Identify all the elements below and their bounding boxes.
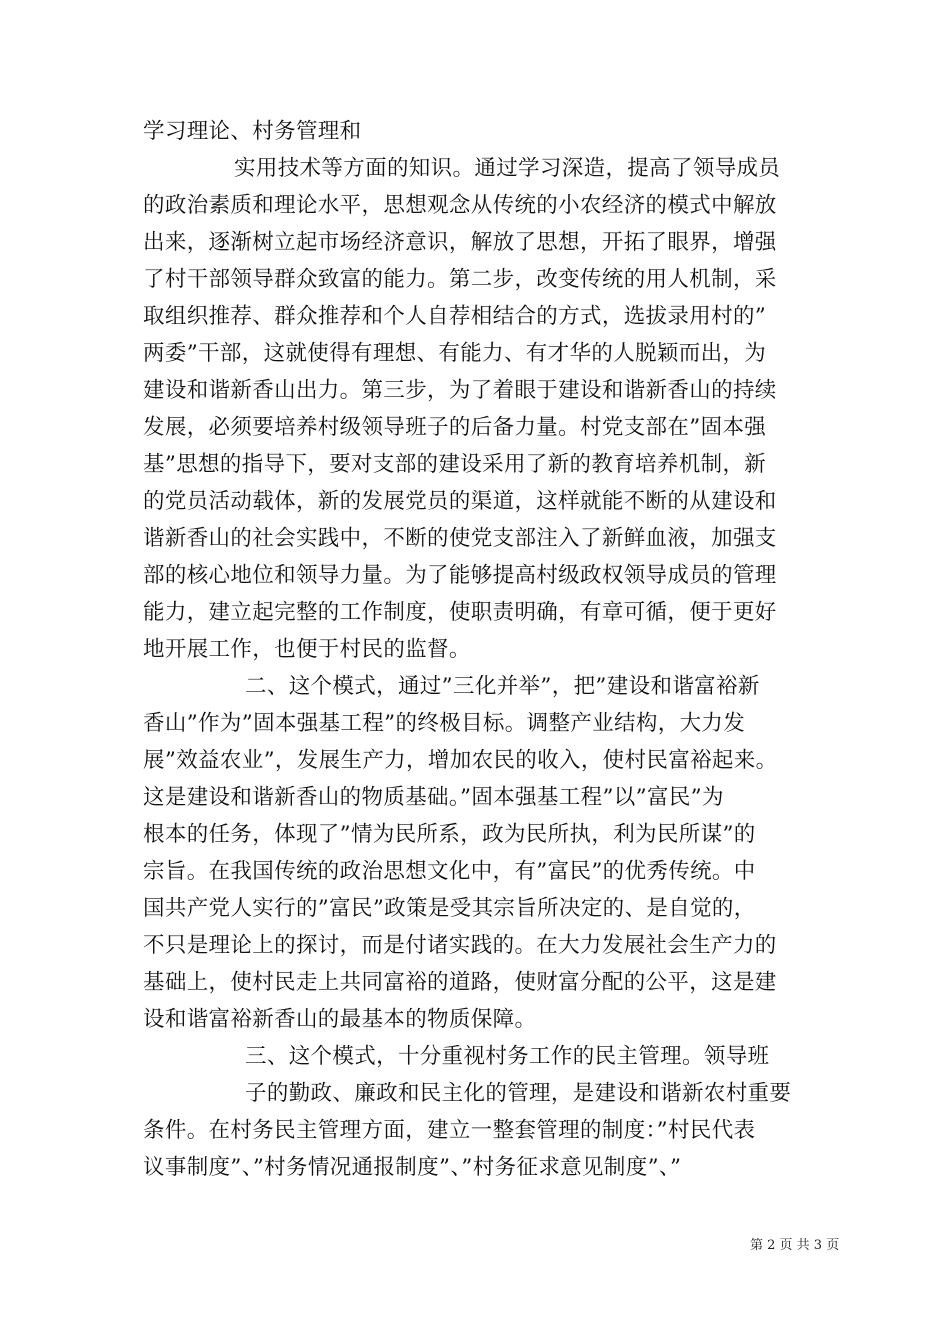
text-line: 基础上，使村民走上共同富裕的道路，使财富分配的公平，这是建 [143, 970, 777, 995]
text-line: 条件。在村务民主管理方面，建立一整套管理的制度：”村民代表 [143, 1118, 756, 1143]
text-line: 取组织推荐、群众推荐和个人自荐相结合的方式，选拔录用村的” [143, 304, 767, 329]
text-line: 部的核心地位和领导力量。为了能够提高村级政权领导成员的管理 [143, 563, 777, 588]
text-line: 根本的任务，体现了”情为民所系，政为民所执，利为民所谋”的 [143, 822, 756, 847]
text-line: 发展，必须要培养村级领导班子的后备力量。村党支部在”固本强 [143, 415, 767, 440]
text-line: 议事制度”、”村务情况通报制度”、”村务征求意见制度”、” [143, 1155, 682, 1180]
text-line: 二、这个模式，通过”三化并举”，把”建设和谐富裕新 [245, 674, 760, 699]
text-line: 宗旨。在我国传统的政治思想文化中，有”富民”的优秀传统。中 [143, 859, 756, 884]
text-line: 建设和谐新香山出力。第三步，为了着眼于建设和谐新香山的持续 [143, 378, 777, 403]
text-line: 学习理论、村务管理和 [143, 119, 362, 144]
text-line: 两委”干部，这就使得有理想、有能力、有才华的人脱颖而出，为 [143, 341, 767, 366]
text-line: 了村干部领导群众致富的能力。第二步，改变传统的用人机制，采 [143, 267, 777, 292]
text-line: 国共产党人实行的”富民”政策是受其宗旨所决定的、是自觉的， [143, 896, 756, 921]
text-line: 不只是理论上的探讨，而是付诸实践的。在大力发展社会生产力的 [143, 933, 777, 958]
text-line: 子的勤政、廉政和民主化的管理，是建设和谐新农村重要 [245, 1081, 792, 1106]
text-line: 这是建设和谐新香山的物质基础。”固本强基工程”以”富民”为 [143, 785, 724, 810]
text-line: 展”效益农业”，发展生产力，增加农民的收入，使村民富裕起来。 [143, 748, 778, 773]
text-line: 香山”作为”固本强基工程”的终极目标。调整产业结构，大力发 [143, 711, 746, 736]
text-line: 能力，建立起完整的工作制度，使职责明确，有章可循，便于更好 [143, 600, 777, 625]
page-number-footer: 第 2 页 共 3 页 [750, 1238, 840, 1253]
text-line: 基”思想的指导下，要对支部的建设采用了新的教育培养机制，新 [143, 452, 767, 477]
text-line: 的党员活动载体，新的发展党员的渠道，这样就能不断的从建设和 [143, 489, 777, 514]
text-line: 三、这个模式，十分重视村务工作的民主管理。领导班 [245, 1044, 770, 1069]
text-line: 实用技术等方面的知识。通过学习深造，提高了领导成员 [234, 156, 781, 181]
text-line: 出来，逐渐树立起市场经济意识，解放了思想，开拓了眼界，增强 [143, 230, 777, 255]
text-line: 地开展工作，也便于村民的监督。 [143, 637, 471, 662]
text-line: 谐新香山的社会实践中，不断的使党支部注入了新鲜血液，加强支 [143, 526, 777, 551]
text-line: 设和谐富裕新香山的最基本的物质保障。 [143, 1007, 537, 1032]
text-line: 的政治素质和理论水平，思想观念从传统的小农经济的模式中解放 [143, 193, 777, 218]
